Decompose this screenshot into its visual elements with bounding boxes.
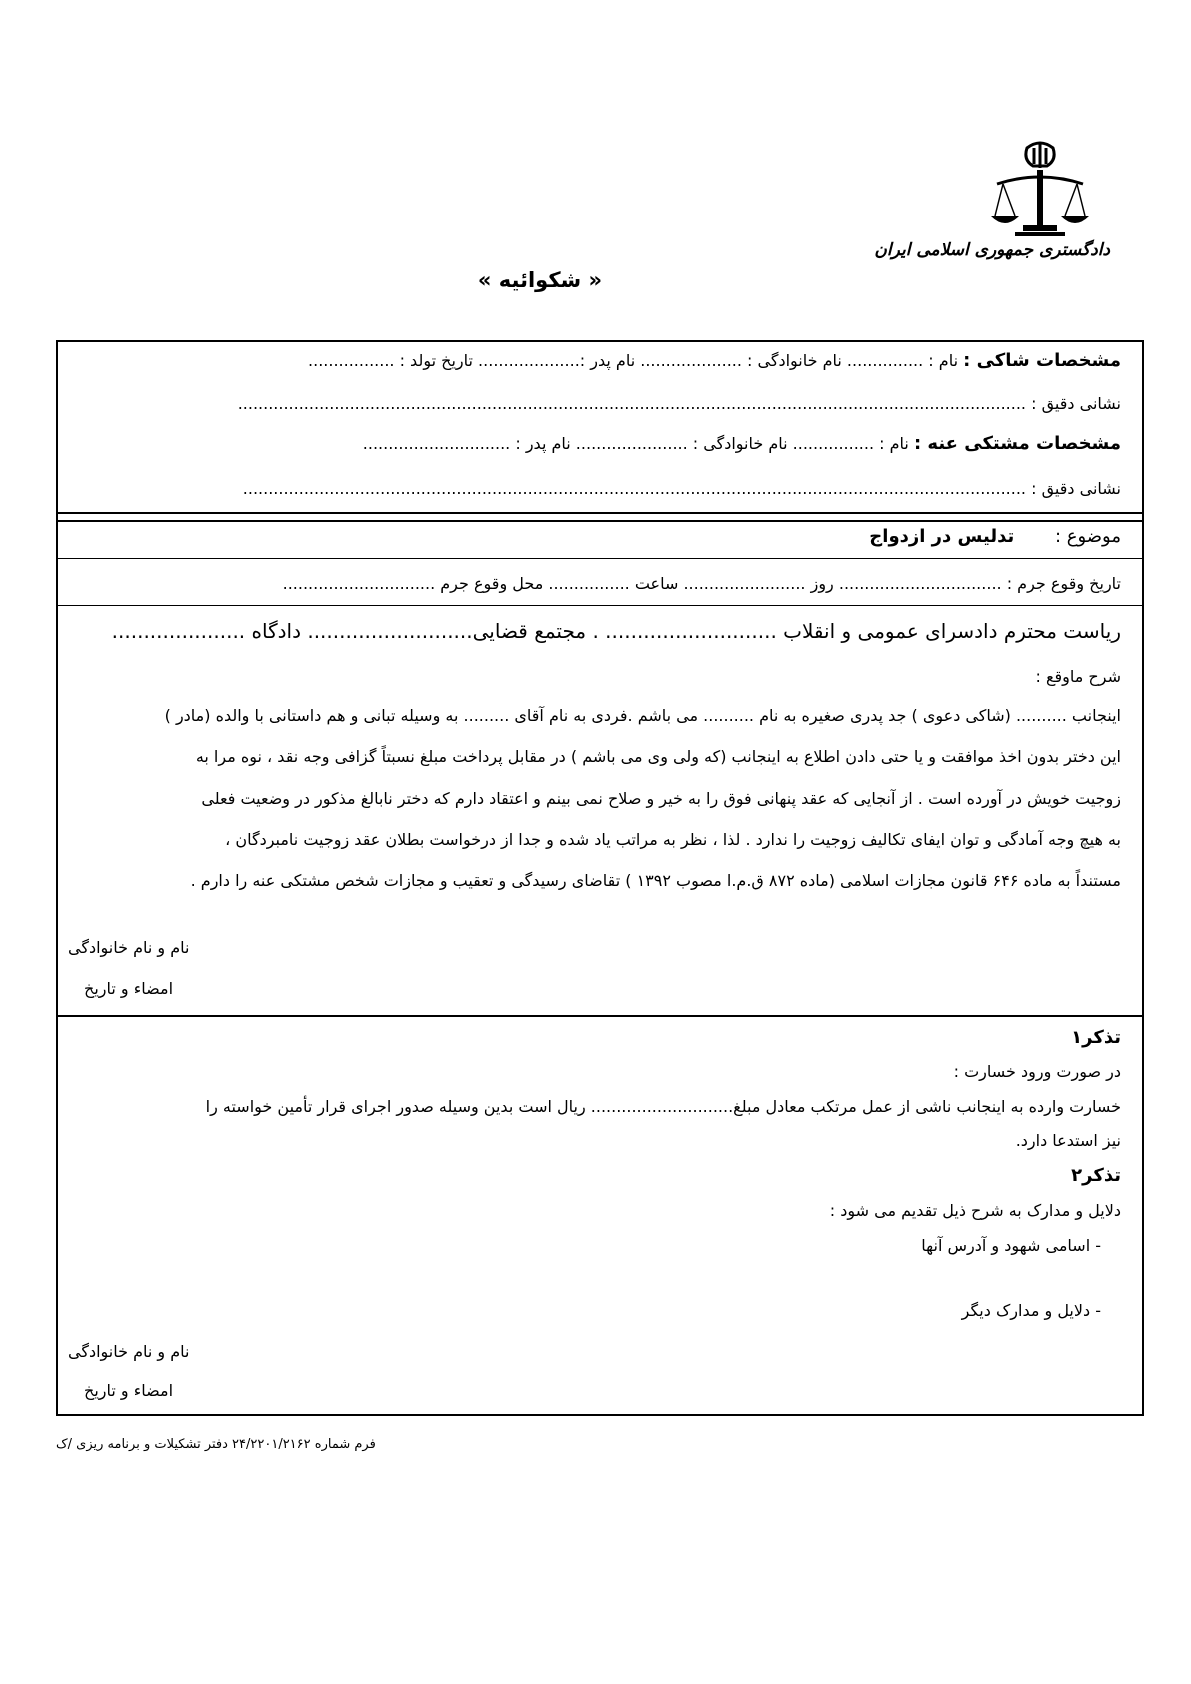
divider	[56, 512, 1144, 514]
form-number: فرم شماره ۲۴/۲۲۰۱/۲۱۶۲ دفتر تشکیلات و برنامه ریزی /ک	[56, 1437, 376, 1452]
divider	[56, 605, 1144, 606]
description-line: زوجیت خویش در آورده است . از آنجایی که عقد پنهانی فوق را به خیر و صلاح نمی بینم و اعتقاد دارم که دختر نابالغ مذکور در وضعیت فعلی	[201, 789, 1121, 808]
note2-item: - دلایل و مدارک دیگر	[961, 1301, 1101, 1320]
defendant-address[interactable]: نشانی دقیق : ..........................................................................................................................................................	[242, 479, 1121, 498]
note1-title: تذکر۱	[1071, 1027, 1121, 1048]
page-title: « شکوائیه »	[477, 268, 603, 292]
description-line: اینجانب .......... (شاکی دعوی ) جد پدری صغیره به نام .......... می باشم .فردی به نام آقای ......... به وسیله تبانی و هم داستانی با والده (مادر )	[164, 706, 1121, 725]
defendant-row	[363, 433, 1121, 455]
divider	[56, 1015, 1144, 1017]
description-line: به هیچ وجه آمادگی و توان ایفای تکالیف زوجیت را ندارد . لذا ، نظر به مراتب یاد شده و جدا از درخواست بطلان عقد زوجیت نامبردگان ،	[225, 830, 1121, 849]
signature-name-label: نام و نام خانوادگی	[68, 938, 190, 957]
note1-line: نیز استدعا دارد.	[1015, 1131, 1121, 1150]
signature-name-label: نام و نام خانوادگی	[68, 1342, 190, 1361]
description-line: مستنداً به ماده ۶۴۶ قانون مجازات اسلامی (ماده ۸۷۲ ق.م.ا مصوب ۱۳۹۲ ) تقاضای رسیدگی و تعقیب و مجازات شخص مشتکی عنه را دارم .	[190, 871, 1121, 890]
iran-judiciary-emblem-icon	[985, 140, 1095, 250]
complainant-row	[308, 350, 1121, 372]
subject-value: تدلیس در ازدواج	[869, 526, 1015, 547]
organization-name: دادگستری جمهوری اسلامی ایران	[874, 240, 1110, 260]
defendant-fields[interactable]: نام : ................ نام خانوادگی : ...................... نام پدر : .............................	[362, 434, 909, 453]
incident-fields[interactable]: تاریخ وقوع جرم : ................................ روز ........................ ساعت ................ محل وقوع جرم ..............................	[282, 574, 1121, 593]
divider	[56, 520, 1144, 522]
signature-date-label: امضاء و تاریخ	[84, 979, 174, 998]
note2-title: تذکر۲	[1071, 1165, 1121, 1186]
signature-date-label: امضاء و تاریخ	[84, 1381, 174, 1400]
complainant-address[interactable]: نشانی دقیق : ...........................................................................................................................................................	[237, 394, 1121, 413]
subject-label: موضوع :	[1054, 526, 1121, 547]
subject-row	[869, 526, 1121, 548]
divider	[56, 558, 1144, 559]
defendant-label: مشخصات مشتکی عنه :	[913, 433, 1121, 454]
addressee-line[interactable]: ریاست محترم دادسرای عمومی و انقلاب ........................... . مجتمع قضایی.......................... دادگاه .....................	[111, 619, 1121, 643]
description-line: این دختر بدون اخذ موافقت و یا حتی دادن اطلاع به اینجانب (که ولی وی می باشم ) در مقابل پرداخت مبلغ نسبتاً گزافی وجه نقد ، نوه مرا به	[195, 747, 1121, 766]
note2-intro: دلایل و مدارک به شرح ذیل تقدیم می شود :	[829, 1201, 1121, 1220]
complainant-label: مشخصات شاکی :	[963, 350, 1121, 371]
note2-item: - اسامی شهود و آدرس آنها	[921, 1236, 1101, 1255]
description-label: شرح ماوقع :	[1035, 667, 1121, 686]
note1-intro: در صورت ورود خسارت :	[953, 1062, 1121, 1081]
complainant-fields[interactable]: نام : ............... نام خانوادگی : .................... نام پدر :.................... تاریخ تولد : .................	[308, 351, 959, 370]
note1-line[interactable]: خسارت وارده به اینجانب ناشی از عمل مرتکب معادل مبلغ............................ ریال است بدین وسیله صدور اجرای قرار تأمین خواسته را	[205, 1097, 1121, 1116]
